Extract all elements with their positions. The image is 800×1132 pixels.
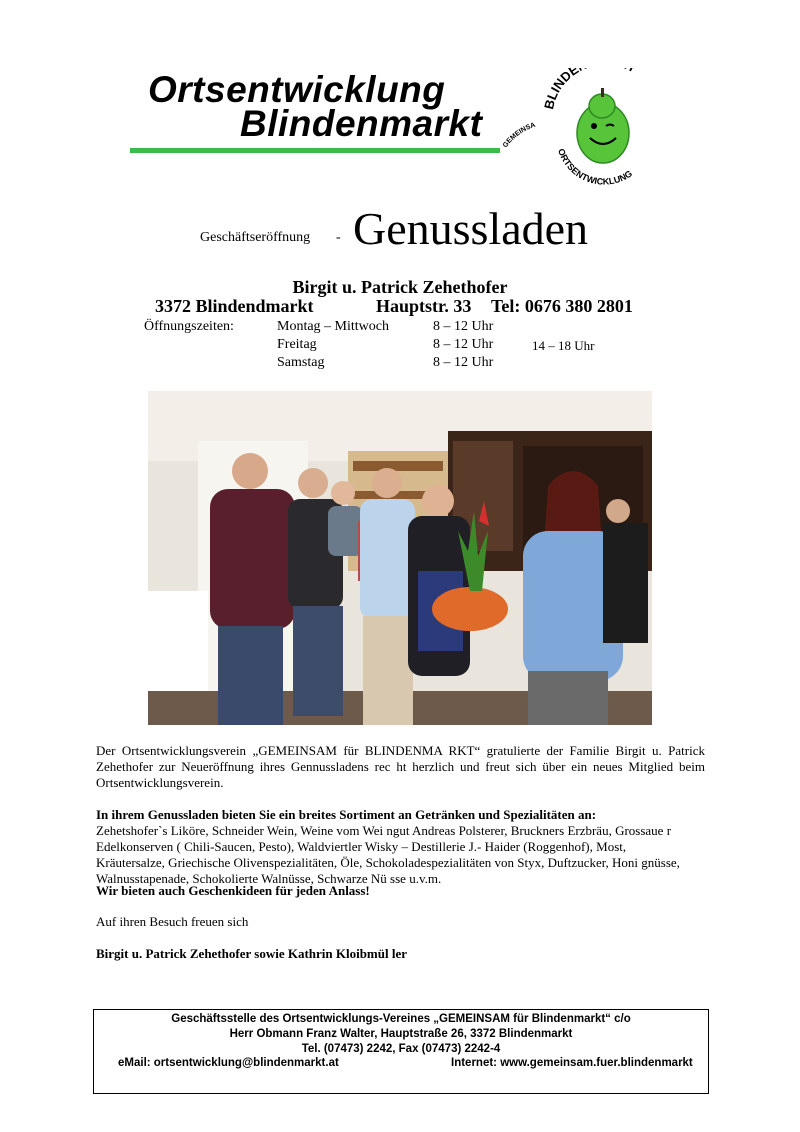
signature-line: Birgit u. Patrick Zehethofer sowie Kathrin Kloibmül ler — [96, 946, 408, 961]
logo-line-2: Blindenmarkt — [240, 103, 483, 144]
shop-street: Hauptstr. 33 — [376, 296, 472, 316]
title-prefix: Geschäftseröffnung — [200, 230, 311, 245]
hours-label: Öffnungszeiten: — [144, 319, 234, 334]
footer-line-1: Geschäftsstelle des Ortsentwicklungs-Vereines „GEMEINSAM für Blindenmarkt“ c/o — [171, 1013, 631, 1025]
opening-photo — [148, 391, 652, 725]
gift-line: Wir bieten auch Geschenkideen für jeden Anlass! — [96, 883, 370, 898]
shop-phone: Tel: 0676 380 2801 — [491, 296, 633, 316]
hours-day-2: Freitag — [277, 337, 317, 352]
closing-line: Auf ihren Besuch freuen sich — [96, 914, 249, 929]
shop-postcode-town: 3372 Blindendmarkt — [155, 296, 314, 316]
pear-logo-icon — [498, 68, 668, 188]
badge-top-text: BLINDE — [541, 68, 582, 111]
intro-paragraph: Der Ortsentwicklungsverein „GEMEINSAM für BLINDENMA RKT“ gratulierte der Familie Birgit u. Patrick Zehethofer zur Neueröffnung ihres Gennussladens rec ht herzlich und freut sich über ein neues Mitglied beim Ortsentwicklungsverein. — [96, 743, 705, 790]
hours-day-3: Samstag — [277, 355, 325, 370]
footer-box — [93, 1009, 709, 1094]
logo-line-1: Ortsentwicklung — [148, 69, 446, 110]
badge-left-text: GEMEINSA — [501, 121, 537, 150]
footer-email: eMail: ortsentwicklung@blindenmarkt.at — [118, 1057, 339, 1069]
title-dash: - — [336, 230, 341, 245]
footer-line-3: Tel. (07473) 2242, Fax (07473) 2242-4 — [301, 1043, 501, 1055]
svg-text:GEMEINSAM FÜR — [498, 68, 536, 149]
page-title: Genussladen — [353, 203, 589, 254]
hours-time-3: 8 – 12 Uhr — [433, 355, 494, 370]
hours-time-1: 8 – 12 Uhr — [433, 319, 494, 334]
footer-internet: Internet: www.gemeinsam.fuer.blindenmarkt — [451, 1057, 693, 1069]
shop-owners: Birgit u. Patrick Zehethofer — [292, 277, 508, 297]
hours-extra-2: 14 – 18 Uhr — [532, 338, 595, 353]
hours-day-1: Montag – Mittwoch — [277, 319, 389, 334]
green-rule — [130, 148, 500, 153]
offer-list: Zehetshofer`s Liköre, Schneider Wein, Weine vom Wei ngut Andreas Polsterer, Bruckners Erzbräu, Grossaue r Edelkonserven ( Chili-Saucen, Pesto), Waldviertler Wisky – Destillerie J.- Haider (Roggenhof), Most, Kräutersalze, Griechische Olivenspezialitäten, Öle, Schokoladespezialitäten von Styx, Duftzucker, Honi gnüsse, Walnusstapenade, Schokolierte Walnüsse, Schwarze Nü sse u.v.m. — [96, 823, 680, 886]
ortsentwicklung-badge — [498, 68, 668, 188]
hours-time-2: 8 – 12 Uhr — [433, 337, 494, 352]
title-block — [200, 204, 620, 258]
footer-line-2: Herr Obmann Franz Walter, Hauptstraße 26, 3372 Blindenmarkt — [229, 1028, 573, 1040]
badge-bottom-text: ORTSENTWICKLUNG — [555, 147, 635, 187]
offer-heading: In ihrem Genussladen bieten Sie ein breites Sortiment an Getränken und Spezialitäten an: — [96, 807, 597, 822]
